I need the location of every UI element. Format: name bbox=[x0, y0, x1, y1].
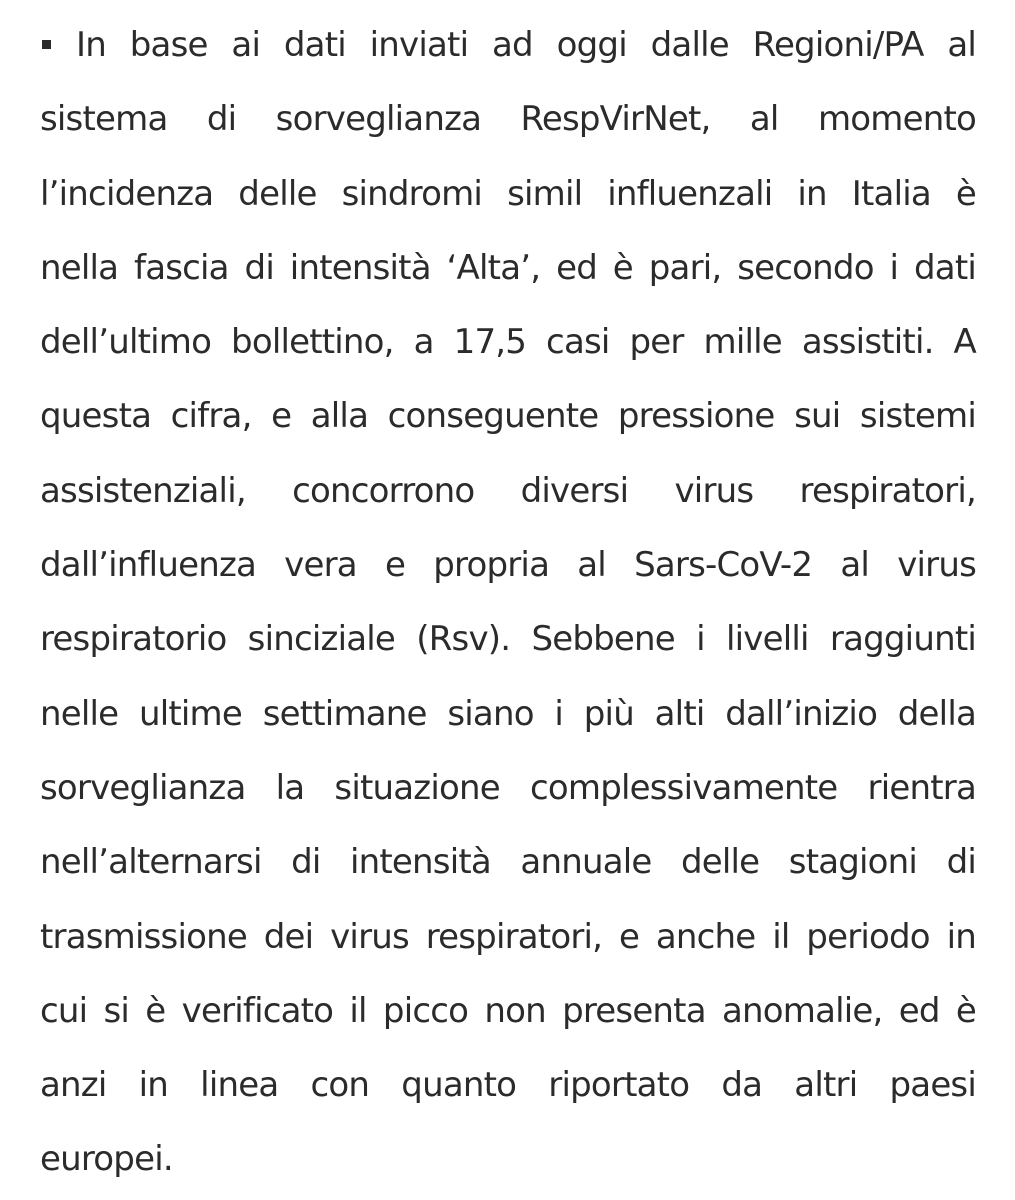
paragraph-line: l’incidenza delle sindromi simil influenzali in Italia è bbox=[40, 173, 976, 214]
paragraph-line: trasmissione dei virus respiratori, e anche il periodo in bbox=[40, 916, 976, 957]
paragraph-line: nelle ultime settimane siano i più alti dall’inizio della bbox=[40, 693, 976, 734]
paragraph-line: questa cifra, e alla conseguente pressione sui sistemi bbox=[40, 396, 976, 437]
paragraph-line: europei. bbox=[40, 1139, 173, 1180]
paragraph-line: nell’alternarsi di intensità annuale delle stagioni di bbox=[40, 842, 976, 883]
paragraph-line: respiratorio sinciziale (Rsv). Sebbene i livelli raggiunti bbox=[40, 619, 976, 660]
paragraph-line: nella fascia di intensità ‘Alta’, ed è pari, secondo i dati bbox=[40, 247, 976, 288]
paragraph-line: dell’ultimo bollettino, a 17,5 casi per mille assistiti. A bbox=[40, 322, 976, 363]
paragraph-line: sorveglianza la situazione complessivamente rientra bbox=[40, 767, 976, 808]
article-paragraph bbox=[40, 8, 976, 1197]
paragraph-line: In base ai dati inviati ad oggi dalle Regioni/PA al bbox=[76, 25, 976, 65]
paragraph-line: sistema di sorveglianza RespVirNet, al momento bbox=[40, 99, 976, 140]
paragraph-line: dall’influenza vera e propria al Sars-CoV-2 al virus bbox=[40, 545, 976, 586]
paragraph-line: anzi in linea con quanto riportato da altri paesi bbox=[40, 1065, 976, 1106]
paragraph-line: cui si è verificato il picco non presenta anomalie, ed è bbox=[40, 990, 976, 1031]
paragraph-line: assistenziali, concorrono diversi virus respiratori, bbox=[40, 470, 976, 511]
